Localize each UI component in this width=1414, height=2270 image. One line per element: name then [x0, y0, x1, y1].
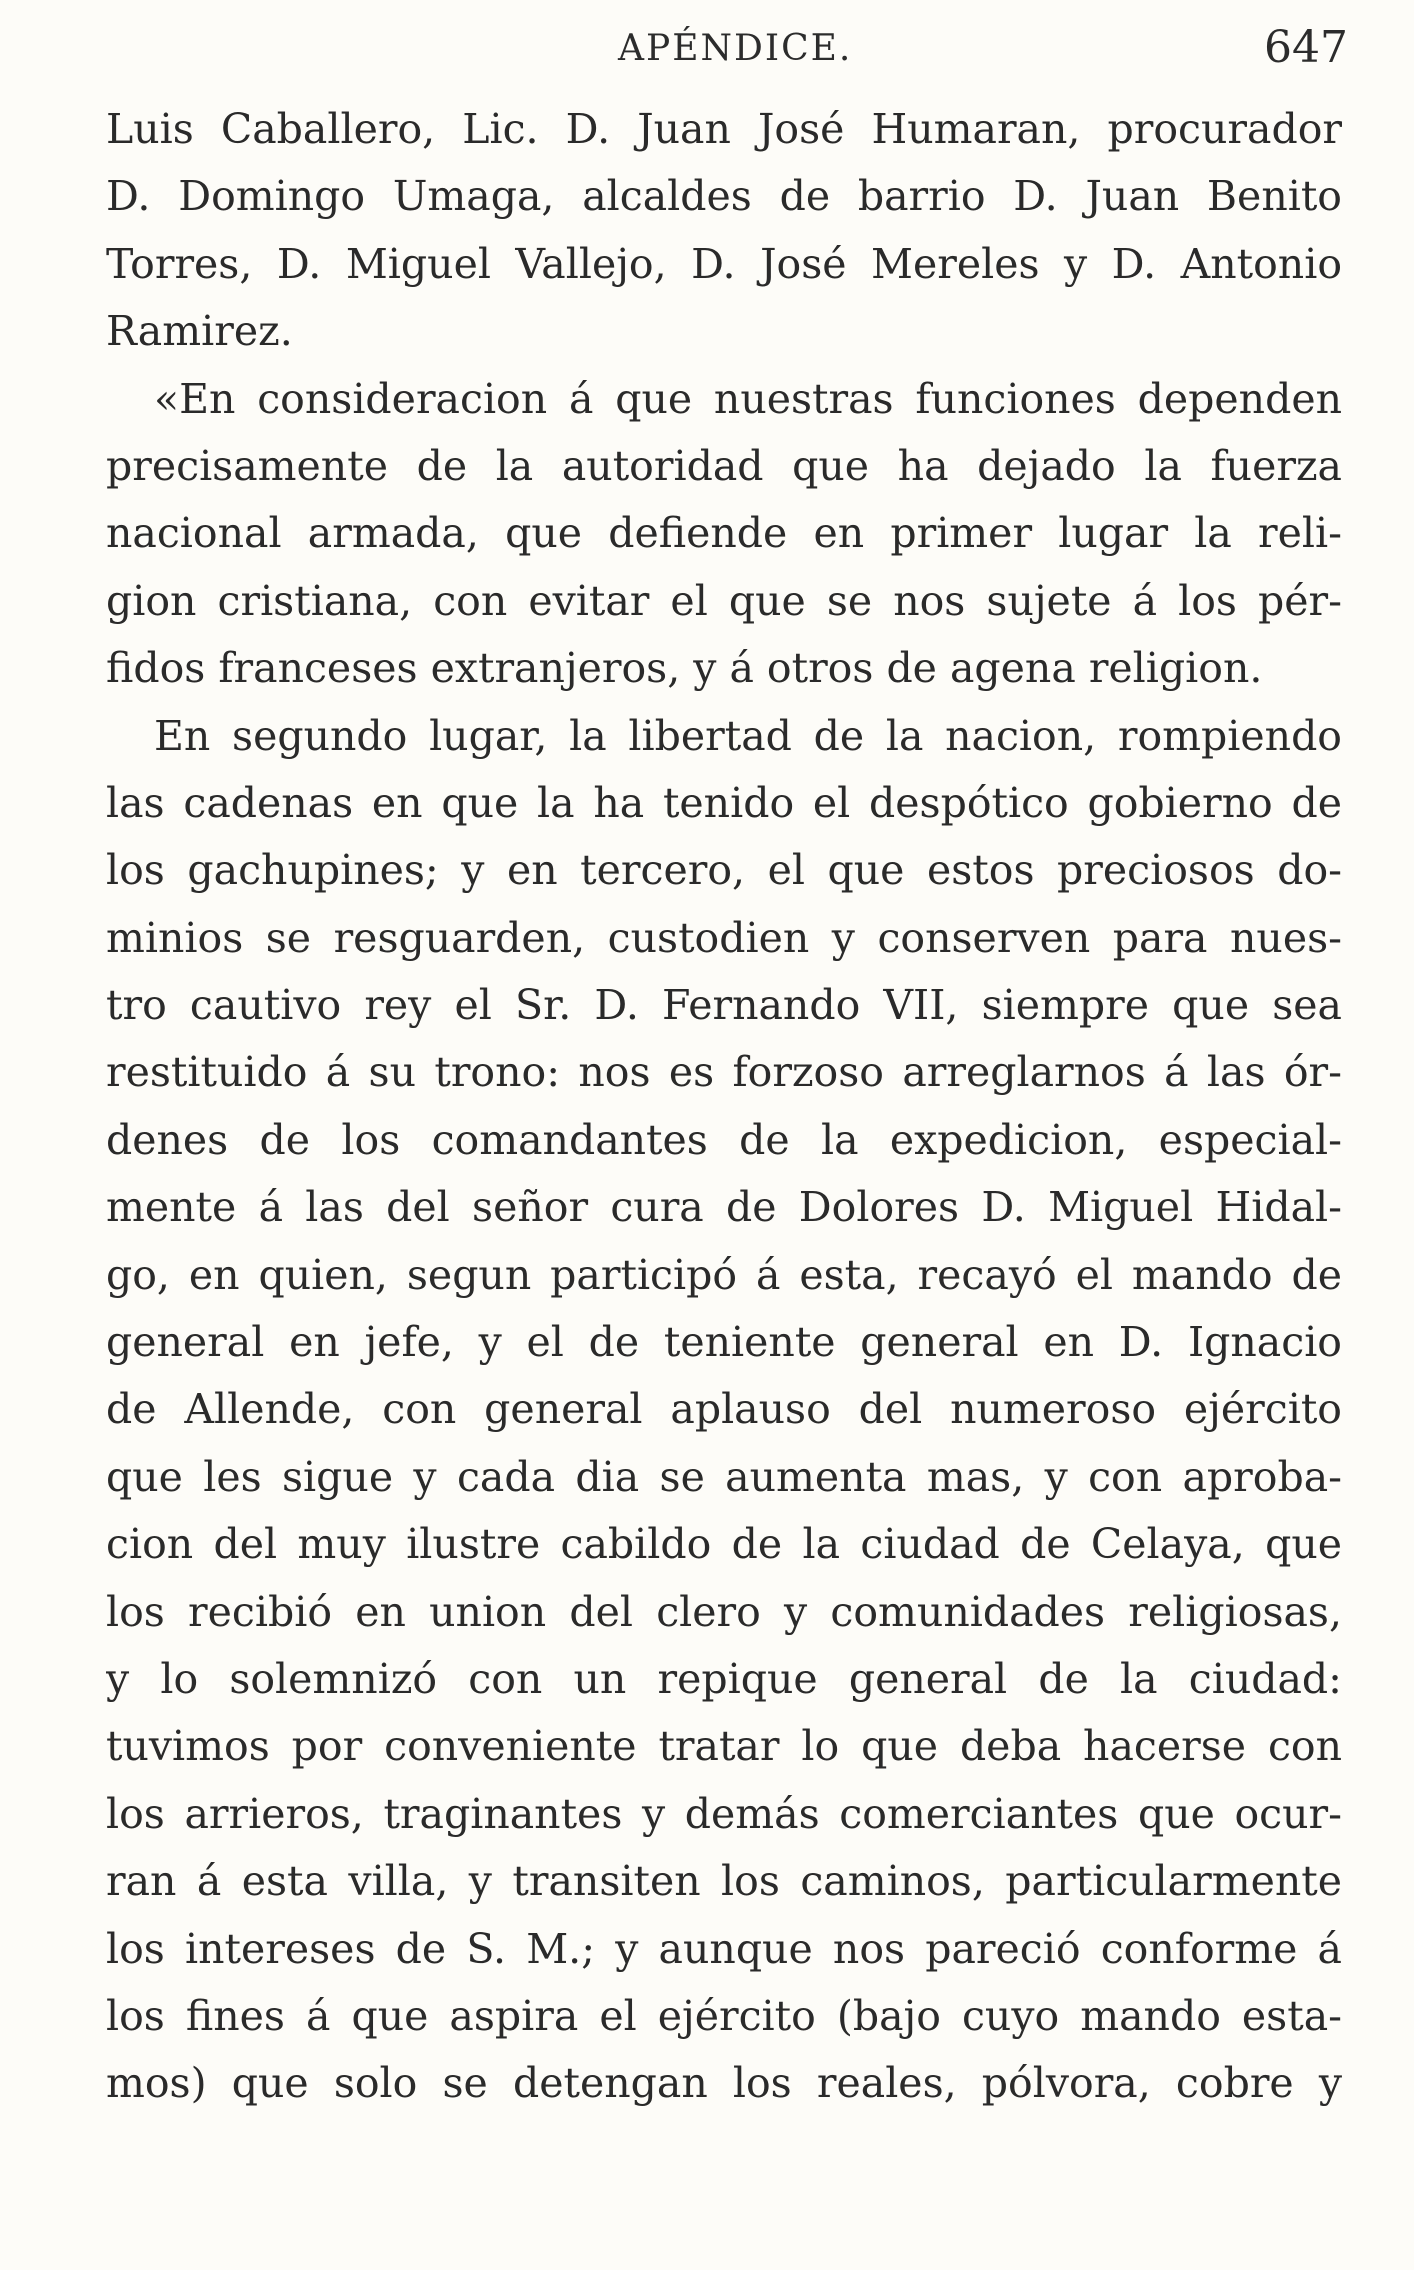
- text-line: Ramirez.: [106, 307, 293, 356]
- running-head: APÉNDICE.: [618, 28, 853, 69]
- text-line: los recibió en union del clero y comunidades religiosas,: [106, 1587, 1342, 1636]
- text-line: los gachupines; y en tercero, el que estos preciosos do-: [106, 846, 1342, 895]
- text-line: Luis Caballero, Lic. D. Juan José Humaran, procurador: [106, 105, 1342, 153]
- text-line: Torres, D. Miguel Vallejo, D. José Mereles y D. Antonio: [106, 239, 1342, 288]
- text-line: general en jefe, y el de teniente general en D. Ignacio: [106, 1318, 1342, 1367]
- text-line: los fines á que aspira el ejército (bajo cuyo mando esta-: [106, 1991, 1342, 2040]
- page-header: [0, 22, 1414, 82]
- body-text: [106, 96, 1342, 2118]
- text-line: de Allende, con general aplauso del numeroso ejército: [106, 1385, 1342, 1434]
- text-line: En segundo lugar, la libertad de la nacion, rompiendo: [154, 711, 1342, 760]
- text-line: minios se resguarden, custodien y conserven para nues-: [106, 913, 1342, 962]
- page-number: 647: [1264, 22, 1348, 73]
- text-line: los intereses de S. M.; y aunque nos pareció conforme á: [106, 1924, 1342, 1973]
- text-line: mos) que solo se detengan los reales, pólvora, cobre y: [106, 2059, 1342, 2108]
- text-line: ran á esta villa, y transiten los caminos, particularmente: [106, 1857, 1342, 1906]
- text-line: los arrieros, traginantes y demás comerciantes que ocur-: [106, 1789, 1342, 1838]
- text-line: las cadenas en que la ha tenido el despótico gobierno de: [106, 778, 1342, 827]
- text-line: cion del muy ilustre cabildo de la ciudad de Celaya, que: [106, 1520, 1342, 1569]
- text-line: restituido á su trono: nos es forzoso arreglarnos á las ór-: [106, 1048, 1342, 1097]
- text-line: que les sigue y cada dia se aumenta mas, y con aproba-: [106, 1452, 1342, 1501]
- text-line: tuvimos por conveniente tratar lo que deba hacerse con: [106, 1722, 1342, 1771]
- text-line: precisamente de la autoridad que ha dejado la fuerza: [106, 441, 1342, 490]
- text-line: fidos franceses extranjeros, y á otros de agena religion.: [106, 644, 1263, 693]
- text-line: gion cristiana, con evitar el que se nos sujete á los pér-: [106, 576, 1342, 625]
- text-line: go, en quien, segun participó á esta, recayó el mando de: [106, 1250, 1342, 1299]
- text-line: mente á las del señor cura de Dolores D. Miguel Hidal-: [106, 1183, 1342, 1232]
- text-line: nacional armada, que defiende en primer lugar la reli-: [106, 509, 1342, 558]
- text-line: y lo solemnizó con un repique general de la ciudad:: [106, 1654, 1342, 1703]
- text-line: tro cautivo rey el Sr. D. Fernando VII, siempre que sea: [106, 981, 1342, 1030]
- text-line: D. Domingo Umaga, alcaldes de barrio D. Juan Benito: [106, 172, 1342, 221]
- text-line: denes de los comandantes de la expedicion, especial-: [106, 1115, 1342, 1164]
- text-line: «En consideracion á que nuestras funciones dependen: [154, 374, 1342, 423]
